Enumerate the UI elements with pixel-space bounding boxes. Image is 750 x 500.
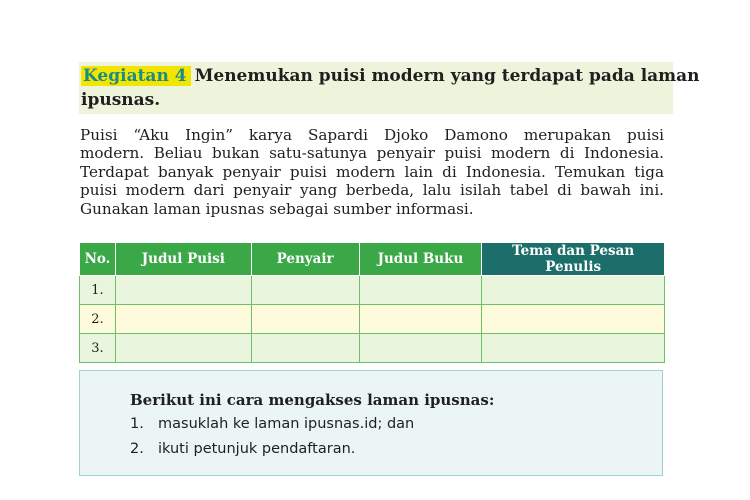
activity-title-continued: ipusnas.: [81, 90, 161, 110]
cell-judul-buku[interactable]: [359, 305, 482, 334]
cell-judul-buku[interactable]: [359, 276, 482, 305]
cell-tema-pesan[interactable]: [482, 305, 665, 334]
paragraph-line: modern. Beliau bukan satu-satunya penyair puisi modern di Indonesia.: [80, 144, 664, 163]
cell-penyair[interactable]: [251, 334, 359, 363]
info-list-item: [130, 439, 355, 459]
table-row: [80, 276, 665, 305]
row-number: 2.: [80, 305, 116, 334]
paragraph-line: Terdapat banyak penyair puisi modern lain di Indonesia. Temukan tiga: [80, 162, 664, 181]
cell-penyair[interactable]: [251, 276, 359, 305]
header-tema-pesan: Tema dan Pesan Penulis: [482, 243, 665, 276]
cell-judul-puisi[interactable]: [115, 305, 251, 334]
info-list-item: [130, 414, 414, 434]
cell-tema-pesan[interactable]: [482, 334, 665, 363]
cell-judul-puisi[interactable]: [115, 276, 251, 305]
cell-penyair[interactable]: [251, 305, 359, 334]
header-no: No.: [80, 243, 116, 276]
activity-table: [79, 242, 665, 363]
header-penyair: Penyair: [251, 243, 359, 276]
table-row: [80, 305, 665, 334]
paragraph-line: puisi modern dari penyair yang berbeda, lalu isilah tabel di bawah ini.: [80, 181, 664, 200]
info-item-text: masuklah ke laman ipusnas.id; dan: [158, 416, 415, 432]
activity-heading-line1: [81, 66, 700, 86]
info-box: [79, 370, 663, 476]
info-item-number: 2.: [130, 441, 144, 457]
table-header-row: [80, 243, 665, 276]
cell-judul-puisi[interactable]: [115, 334, 251, 363]
table-row: [80, 334, 665, 363]
activity-heading: [79, 62, 700, 114]
activity-label: Kegiatan 4: [81, 66, 191, 86]
activity-title: Menemukan puisi modern yang terdapat pada laman: [194, 66, 700, 86]
row-number: 1.: [80, 276, 116, 305]
info-title: Berikut ini cara mengakses laman ipusnas:: [130, 391, 495, 409]
info-item-text: ikuti petunjuk pendaftaran.: [158, 441, 356, 457]
instruction-paragraph: [80, 126, 664, 218]
paragraph-line: Gunakan laman ipusnas sebagai sumber informasi.: [80, 199, 474, 218]
header-judul-puisi: Judul Puisi: [115, 243, 251, 276]
cell-judul-buku[interactable]: [359, 334, 482, 363]
row-number: 3.: [80, 334, 116, 363]
header-judul-buku: Judul Buku: [359, 243, 482, 276]
cell-tema-pesan[interactable]: [482, 276, 665, 305]
info-item-number: 1.: [130, 416, 144, 432]
paragraph-line: Puisi “Aku Ingin” karya Sapardi Djoko Damono merupakan puisi: [80, 126, 664, 144]
